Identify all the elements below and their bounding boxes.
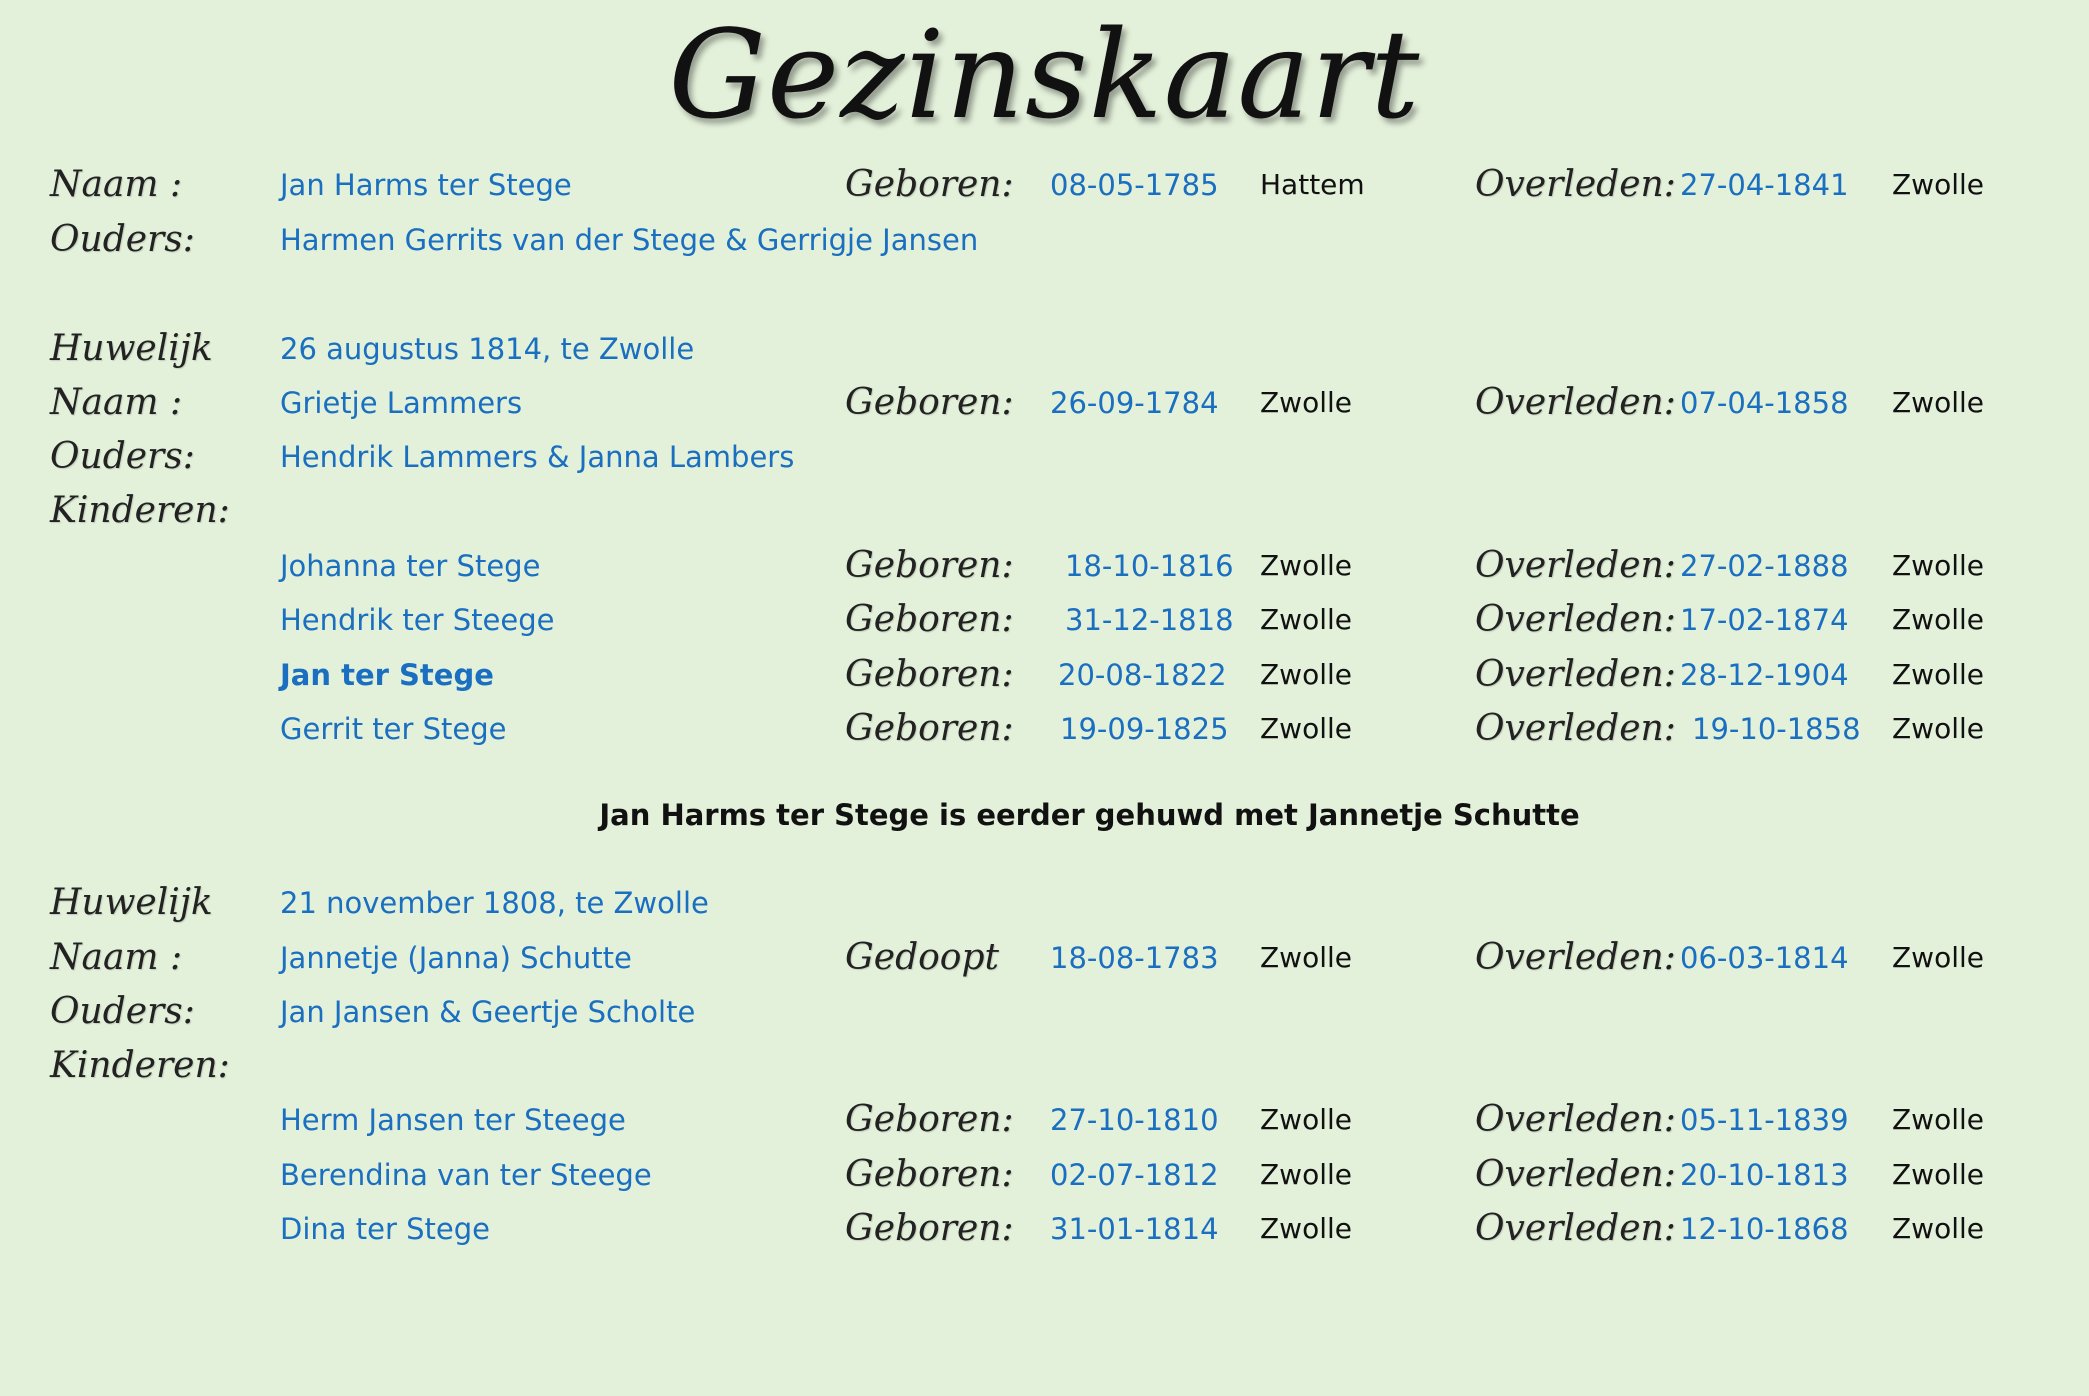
died-place: Zwolle: [1892, 386, 1984, 419]
died-place: Zwolle: [1892, 1158, 1984, 1191]
label-overleden: Overleden:: [1475, 1208, 1676, 1249]
marriage1-row: [0, 322, 2089, 376]
child-name: Berendina van ter Steege: [280, 1158, 652, 1192]
head-parents-row: [0, 213, 2089, 267]
person-name: Jan Harms ter Stege: [280, 168, 572, 202]
died-date: 05-11-1839: [1680, 1103, 1849, 1137]
died-date: 07-04-1858: [1680, 386, 1849, 420]
child-row: [0, 539, 2089, 593]
label-geboren: Geboren:: [845, 1099, 1014, 1140]
label-geboren: Geboren:: [845, 545, 1014, 586]
died-date: 12-10-1868: [1680, 1212, 1849, 1246]
child-row: [0, 1148, 2089, 1202]
died-place: Zwolle: [1892, 1103, 1984, 1136]
died-place: Zwolle: [1892, 549, 1984, 582]
born-place: Zwolle: [1260, 712, 1352, 745]
born-place: Zwolle: [1260, 1212, 1352, 1245]
label-overleden: Overleden:: [1475, 654, 1676, 695]
child-name: Johanna ter Stege: [280, 549, 541, 583]
label-geboren: Geboren:: [845, 708, 1014, 749]
label-geboren: Geboren:: [845, 654, 1014, 695]
label-ouders: Ouders:: [50, 991, 195, 1032]
child-name: Gerrit ter Stege: [280, 712, 507, 746]
label-geboren: Geboren:: [845, 1208, 1014, 1249]
label-naam: Naam :: [50, 937, 183, 978]
born-date: 31-01-1814: [1050, 1212, 1219, 1246]
born-date: 08-05-1785: [1050, 168, 1219, 202]
head-name-row: [0, 158, 2089, 212]
born-date: 02-07-1812: [1050, 1158, 1219, 1192]
child-name: Jan ter Stege: [280, 658, 494, 692]
died-date: 06-03-1814: [1680, 941, 1849, 975]
label-geboren: Geboren:: [845, 599, 1014, 640]
page-title: Gezinskaart: [668, 4, 1421, 146]
died-place: Zwolle: [1892, 1212, 1984, 1245]
label-geboren: Geboren:: [845, 164, 1014, 205]
born-date: 20-08-1822: [1058, 658, 1227, 692]
born-place: Zwolle: [1260, 603, 1352, 636]
parents: Jan Jansen & Geertje Scholte: [280, 995, 696, 1029]
born-date: 26-09-1784: [1050, 386, 1219, 420]
label-huwelijk: Huwelijk: [50, 882, 213, 923]
spouse1-name-row: [0, 376, 2089, 430]
born-date: 18-10-1816: [1065, 549, 1234, 583]
spouse1-parents-row: [0, 430, 2089, 484]
spouse-name: Jannetje (Janna) Schutte: [280, 941, 632, 975]
born-place: Zwolle: [1260, 1158, 1352, 1191]
born-date: 19-09-1825: [1060, 712, 1229, 746]
died-date: 27-02-1888: [1680, 549, 1849, 583]
child-row: [0, 648, 2089, 702]
died-date: 17-02-1874: [1680, 603, 1849, 637]
born-place: Zwolle: [1260, 386, 1352, 419]
marriage-date: 26 augustus 1814, te Zwolle: [280, 332, 695, 366]
label-kinderen: Kinderen:: [50, 1045, 230, 1086]
label-overleden: Overleden:: [1475, 1099, 1676, 1140]
parents: Harmen Gerrits van der Stege & Gerrigje Jansen: [280, 223, 979, 257]
died-place: Zwolle: [1892, 168, 1984, 201]
died-place: Zwolle: [1892, 712, 1984, 745]
label-ouders: Ouders:: [50, 436, 195, 477]
born-place: Hattem: [1260, 168, 1365, 201]
child-row: [0, 1093, 2089, 1147]
born-place: Zwolle: [1260, 1103, 1352, 1136]
born-date: 27-10-1810: [1050, 1103, 1219, 1137]
label-overleden: Overleden:: [1475, 708, 1676, 749]
label-overleden: Overleden:: [1475, 1154, 1676, 1195]
child-row: [0, 1202, 2089, 1256]
previous-marriage-note: Jan Harms ter Stege is eerder gehuwd met Jannetje Schutte: [599, 798, 1580, 832]
baptized-place: Zwolle: [1260, 941, 1352, 974]
label-geboren: Geboren:: [845, 382, 1014, 423]
label-overleden: Overleden:: [1475, 599, 1676, 640]
child-name: Dina ter Stege: [280, 1212, 490, 1246]
label-overleden: Overleden:: [1475, 937, 1676, 978]
label-naam: Naam :: [50, 164, 183, 205]
born-place: Zwolle: [1260, 549, 1352, 582]
died-place: Zwolle: [1892, 658, 1984, 691]
label-naam: Naam :: [50, 382, 183, 423]
spouse-name: Grietje Lammers: [280, 386, 523, 420]
kinderen1-row: [0, 484, 2089, 538]
died-date: 19-10-1858: [1692, 712, 1861, 746]
spouse2-parents-row: [0, 985, 2089, 1039]
died-place: Zwolle: [1892, 941, 1984, 974]
born-date: 31-12-1818: [1065, 603, 1234, 637]
label-geboren: Geboren:: [845, 1154, 1014, 1195]
spouse2-name-row: [0, 931, 2089, 985]
label-huwelijk: Huwelijk: [50, 328, 213, 369]
label-kinderen: Kinderen:: [50, 490, 230, 531]
baptized-date: 18-08-1783: [1050, 941, 1219, 975]
marriage2-row: [0, 876, 2089, 930]
died-date: 27-04-1841: [1680, 168, 1849, 202]
label-ouders: Ouders:: [50, 219, 195, 260]
child-name: Herm Jansen ter Steege: [280, 1103, 626, 1137]
died-place: Zwolle: [1892, 603, 1984, 636]
died-date: 28-12-1904: [1680, 658, 1849, 692]
child-row: [0, 702, 2089, 756]
died-date: 20-10-1813: [1680, 1158, 1849, 1192]
child-row: [0, 593, 2089, 647]
child-name: Hendrik ter Steege: [280, 603, 555, 637]
label-gedoopt: Gedoopt: [845, 937, 999, 978]
label-overleden: Overleden:: [1475, 545, 1676, 586]
born-place: Zwolle: [1260, 658, 1352, 691]
parents: Hendrik Lammers & Janna Lambers: [280, 440, 795, 474]
label-overleden: Overleden:: [1475, 382, 1676, 423]
marriage-date: 21 november 1808, te Zwolle: [280, 886, 709, 920]
kinderen2-row: [0, 1039, 2089, 1093]
label-overleden: Overleden:: [1475, 164, 1676, 205]
